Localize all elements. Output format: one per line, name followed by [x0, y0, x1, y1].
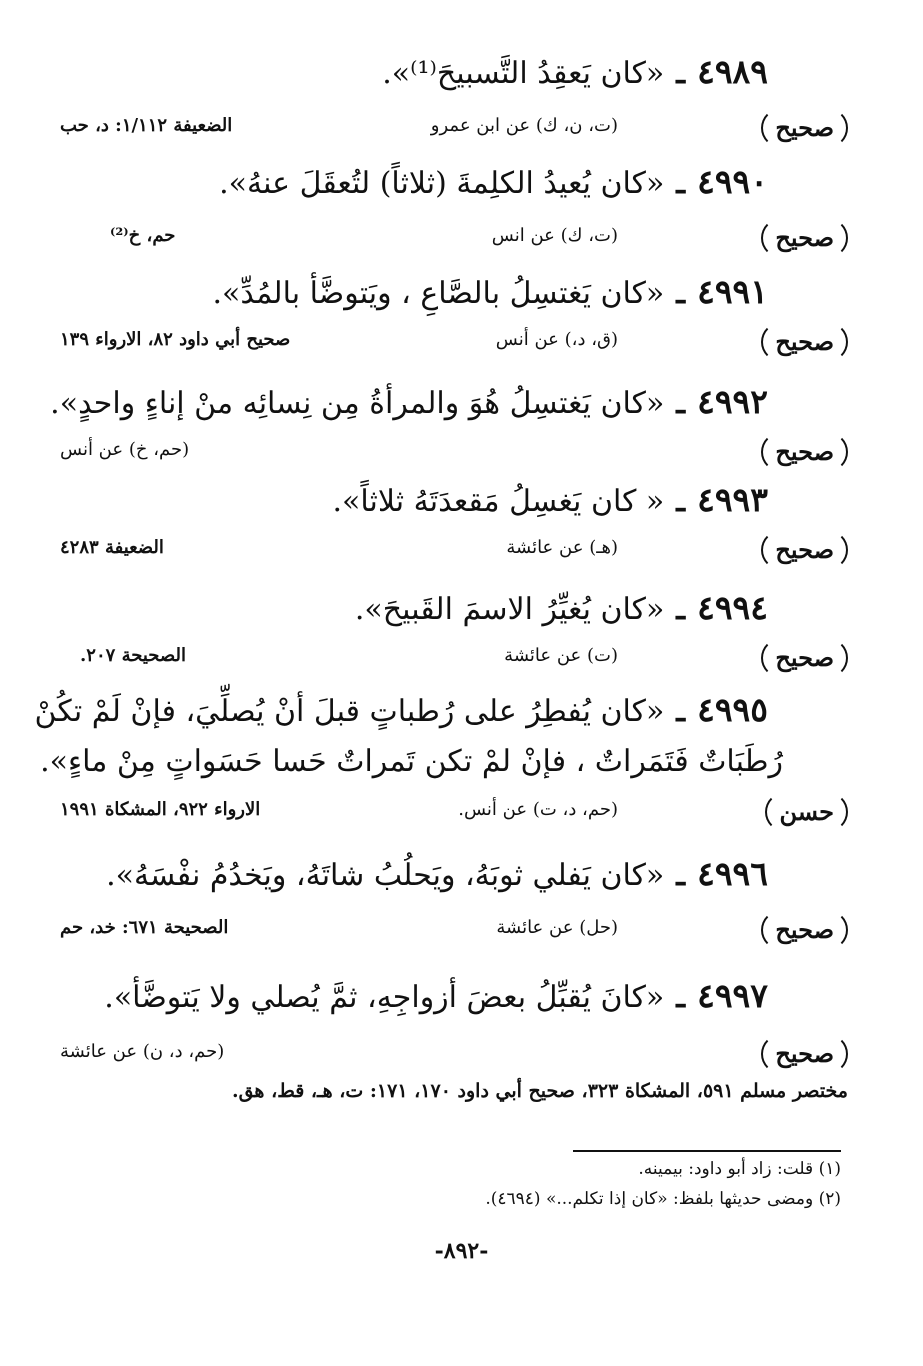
references-text: صحيح أبي داود ٨٢، الارواء ١٣٩ [60, 329, 291, 350]
reference-row [60, 218, 848, 258]
references-text: الصحيحة ٦٧١: خد، حم [60, 917, 229, 938]
hadith-number: ٤٩٨٩ [697, 52, 768, 91]
extra-references: مختصر مسلم ٥٩١، المشكاة ٣٢٣، صحيح أبي داود ١٧٠، ١٧١: ت، هـ، قط، هق. [231, 1080, 848, 1102]
hadith-number: ٤٩٩١ [697, 272, 768, 311]
source-text: (حم، د، ن) عن عائشة [60, 1041, 225, 1062]
source-text: (حم، د، ت) عن أنس. [458, 799, 618, 820]
references-text: الارواء ٩٢٢، المشكاة ١٩٩١ [60, 799, 261, 820]
grade-badge: صحيح [761, 432, 848, 472]
grade-badge: صحيح [761, 218, 848, 258]
hadith-entry-4991: ٤٩٩١ـ«كان يَغتسِلُ بالصَّاعِ ، ويَتوضَّأ بالمُدِّ». [212, 272, 768, 311]
reference-row [60, 792, 848, 832]
hadith-text: «كان يُغيِّرُ الاسمَ القَبيحَ». [354, 592, 665, 627]
reference-row [60, 432, 848, 472]
references-text: الصحيحة ٢٠٧. [80, 645, 186, 666]
reference-row [60, 530, 848, 570]
reference-row [60, 910, 848, 950]
footnote-1: (١) قلت: زاد أبو داود: بيمينه. [638, 1159, 841, 1179]
hadith-text-continuation: رُطَبَاتٌ فَتَمَراتٌ ، فإنْ لمْ تكن تَمراتٌ حَسا حَسَواتٍ مِنْ ماءٍ». [40, 744, 783, 779]
hadith-number: ٤٩٩٥ [697, 690, 768, 729]
grade-badge: صحيح [761, 530, 848, 570]
hadith-text: «كانَ يُقبِّلُ بعضَ أزواجِهِ، ثمَّ يُصلي ولا يَتوضَّأ». [104, 980, 665, 1015]
hadith-entry-4989: ٤٩٨٩ـ«كان يَعقِدُ التَّسبيحَ⁽¹⁾». [382, 52, 768, 91]
references-text: حم، خ⁽²⁾ [110, 225, 176, 246]
hadith-entry-4992: ٤٩٩٢ـ«كان يَغتسِلُ هُوَ والمرأةُ مِن نِسائِه منْ إناءٍ واحدٍ». [50, 382, 768, 421]
footnote-divider [573, 1150, 841, 1152]
hadith-text: «كان يُعيدُ الكلِمةَ (ثلاثاً) لتُعقَلَ عنهُ». [219, 166, 665, 201]
reference-row [60, 322, 848, 362]
hadith-number: ٤٩٩٢ [697, 382, 768, 421]
footnote-2: (٢) ومضى حديثها بلفظ: «كان إذا تكلم...» (٤٦٩٤). [485, 1189, 841, 1209]
hadith-entry-4990: ٤٩٩٠ـ«كان يُعيدُ الكلِمةَ (ثلاثاً) لتُعقَلَ عنهُ». [219, 162, 768, 201]
reference-row [60, 1034, 848, 1074]
grade-badge: صحيح [761, 910, 848, 950]
reference-row [60, 638, 848, 678]
source-text: (ت) عن عائشة [504, 645, 618, 666]
source-text: (ت، ك) عن انس [491, 225, 618, 246]
hadith-text: «كان يَغتسِلُ بالصَّاعِ ، ويَتوضَّأ بالمُدِّ». [212, 276, 665, 311]
source-text: (حل) عن عائشة [496, 917, 618, 938]
grade-badge: صحيح [761, 108, 848, 148]
hadith-number: ٤٩٩٠ [697, 162, 768, 201]
references-text: الضعيفة ١/١١٢: د، حب [60, 115, 233, 136]
hadith-number: ٤٩٩٤ [697, 588, 768, 627]
hadith-entry-4994: ٤٩٩٤ـ«كان يُغيِّرُ الاسمَ القَبيحَ». [354, 588, 768, 627]
source-text: (ق، د،) عن أنس [495, 329, 618, 350]
hadith-entry-4997: ٤٩٩٧ـ«كانَ يُقبِّلُ بعضَ أزواجِهِ، ثمَّ يُصلي ولا يَتوضَّأ». [104, 976, 768, 1015]
reference-row [60, 108, 848, 148]
hadith-number: ٤٩٩٧ [697, 976, 768, 1015]
source-text: (هـ) عن عائشة [506, 537, 618, 558]
hadith-number: ٤٩٩٦ [697, 854, 768, 893]
grade-badge: حسن [765, 792, 848, 832]
grade-badge: صحيح [761, 638, 848, 678]
hadith-text: «كان يَعقِدُ التَّسبيحَ⁽¹⁾». [382, 56, 665, 91]
hadith-text: «كان يَفلي ثوبَهُ، ويَحلُبُ شاتَهُ، ويَخدُمُ نفْسَهُ». [106, 858, 665, 893]
source-text: (ت، ن، ك) عن ابن عمرو [430, 115, 618, 136]
references-text: الضعيفة ٤٢٨٣ [60, 537, 164, 558]
hadith-entry-4996: ٤٩٩٦ـ«كان يَفلي ثوبَهُ، ويَحلُبُ شاتَهُ، ويَخدُمُ نفْسَهُ». [106, 854, 768, 893]
hadith-number: ٤٩٩٣ [697, 480, 768, 519]
grade-badge: صحيح [761, 322, 848, 362]
hadith-entry-4995: ٤٩٩٥ـ«كان يُفطِرُ على رُطباتٍ قبلَ أنْ يُصلِّيَ، فإنْ لَمْ تكُنْ [34, 690, 768, 729]
page-number: -٨٩٢- [434, 1238, 489, 1264]
source-text: (حم، خ) عن أنس [60, 439, 190, 460]
grade-badge: صحيح [761, 1034, 848, 1074]
hadith-text: «كان يَغتسِلُ هُوَ والمرأةُ مِن نِسائِه منْ إناءٍ واحدٍ». [50, 386, 665, 421]
hadith-entry-4993: ٤٩٩٣ـ« كان يَغسِلُ مَقعدَتَهُ ثلاثاً». [332, 480, 768, 519]
hadith-text: «كان يُفطِرُ على رُطباتٍ قبلَ أنْ يُصلِّيَ، فإنْ لَمْ تكُنْ [34, 694, 665, 729]
hadith-text: « كان يَغسِلُ مَقعدَتَهُ ثلاثاً». [332, 484, 665, 519]
